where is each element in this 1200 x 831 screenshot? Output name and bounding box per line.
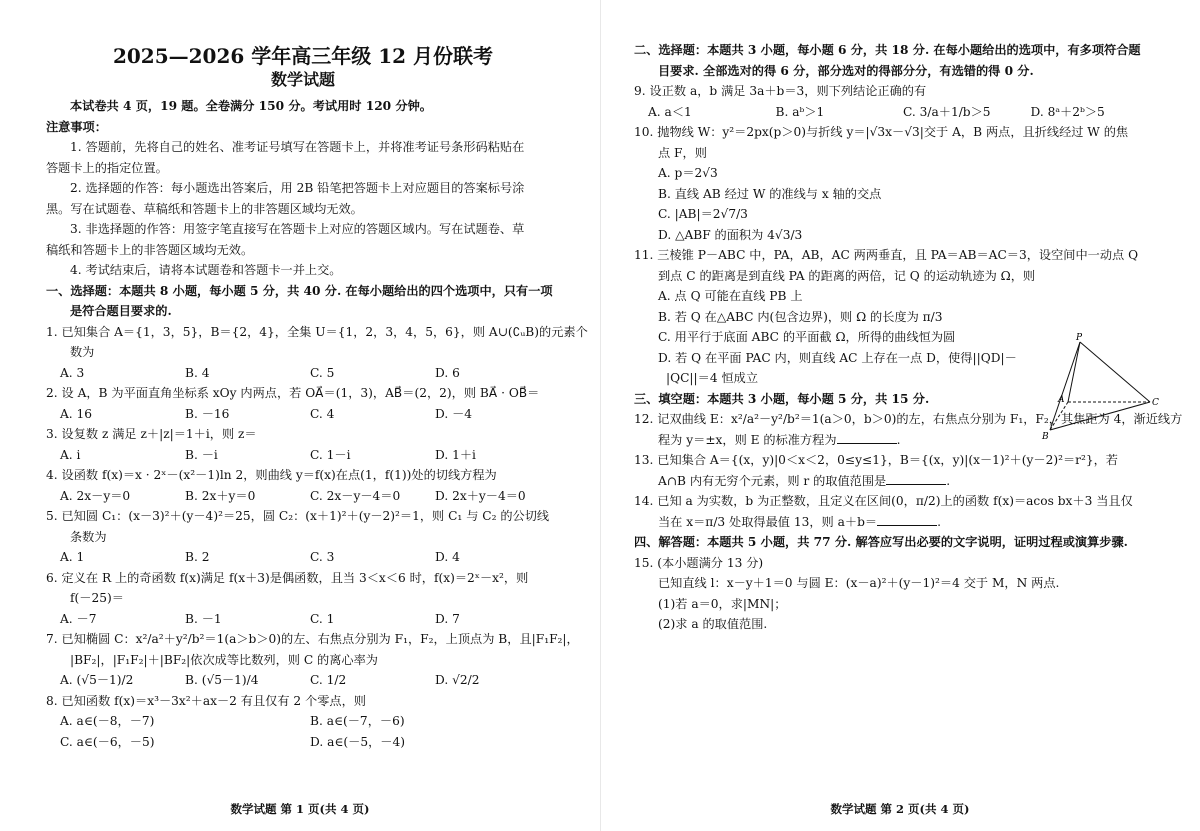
question-15-stem: 已知直线 l：x－y＋1＝0 与圆 E：(x－a)²＋(y－1)²＝4 交于 M，N 两点. (658, 576, 1060, 590)
page-1-footer: 数学试题 第 1 页(共 4 页) (230, 802, 370, 816)
notice-line: 黑。写在试题卷、草稿纸和答题卡上的非答题区域均无效。 (46, 201, 363, 216)
question-11: 11. 三棱锥 P－ABC 中，PA，AB，AC 两两垂直，且 PA＝AB＝AC＝3，设空间中一动点 Q (634, 248, 1139, 262)
question-12-cont: 程为 y＝±x，则 E 的标准方程为 . (658, 432, 901, 447)
question-10-cont: 点 F，则 (658, 145, 707, 160)
question-8-options-row-2 (46, 732, 560, 753)
option-c: C. 5 (310, 365, 335, 380)
option-a: A. 16 (60, 406, 93, 421)
question-2: 2. 设 A，B 为平面直角坐标系 xOy 内两点，若 OA⃗＝(1，3)，AB⃗＝(2，2)，则 BA⃗ · OB⃗＝ (46, 386, 540, 400)
question-12-text: 程为 y＝±x，则 E 的标准方程为 (658, 432, 837, 447)
question-15-part-2: (2)求 a 的取值范围. (658, 617, 768, 631)
question-10-option-d: D. △ABF 的面积为 4√3/3 (658, 227, 803, 242)
notice-line: 1. 答题前，先将自己的姓名、准考证号填写在答题卡上，并将准考证号条形码粘贴在 (70, 140, 525, 154)
question-6-cont: f(－25)＝ (70, 591, 124, 605)
option-a: A. 2x－y＝0 (60, 488, 131, 503)
vertex-label-a: A (1058, 395, 1065, 405)
question-7-cont: |BF₂|，|F₁F₂|＋|BF₂|依次成等比数列，则 C 的离心率为 (70, 652, 378, 667)
question-13-text: A∩B 内有无穷个元素，则 r 的取值范围是 (658, 473, 887, 488)
question-10-option-b: B. 直线 AB 经过 W 的准线与 x 轴的交点 (658, 186, 882, 201)
option-c: C. a∈(－6，－5) (60, 734, 155, 749)
option-d: D. 2x＋y－4＝0 (435, 488, 526, 503)
question-11-option-d-cont: |QC||＝4 恒成立 (666, 371, 759, 385)
question-1-options (46, 363, 560, 384)
page-2 (600, 0, 1200, 831)
question-11-option-d: D. 若 Q 在平面 PAC 内，则直线 AC 上存在一点 D，使得||QD|－ (658, 350, 1017, 365)
question-15-part-1: (1)若 a＝0，求|MN|； (658, 596, 787, 611)
exam-subtitle: 数学试题 (270, 70, 335, 89)
question-10-option-a: A. p＝2√3 (658, 166, 718, 180)
question-11-option-c: C. 用平行于底面 ABC 的平面截 Ω，所得的曲线恒为圆 (658, 330, 956, 344)
option-a: A. 3 (60, 365, 85, 380)
notice-line: 4. 考试结束后，请将本试题卷和答题卡一并上交。 (70, 263, 342, 277)
question-7: 7. 已知椭圆 C：x²/a²＋y²/b²＝1(a＞b＞0)的左、右焦点分别为 F₁，F₂，上顶点为 B，且|F₁F₂|， (46, 632, 579, 646)
pyramid-figure (1040, 332, 1160, 442)
option-a: A. (√5－1)/2 (60, 673, 134, 687)
vertex-label-c: C (1152, 398, 1159, 408)
question-2-options (46, 404, 560, 425)
option-b: B. (√5－1)/4 (185, 673, 259, 687)
question-6-options (46, 609, 560, 630)
option-a: A. i (60, 447, 81, 462)
question-10-option-c: C. |AB|＝2√7/3 (658, 207, 748, 221)
option-c: C. 1 (310, 611, 335, 626)
notice-line: 3. 非选择题的作答：用签字笔直接写在答题卡上对应的答题区域内。写在试题卷、草 (70, 222, 525, 236)
option-d: D. 8ᵃ＋2ᵇ＞5 (1030, 104, 1105, 119)
question-12: 12. 记双曲线 E：x²/a²－y²/b²＝1(a＞0，b＞0)的左，右焦点分别为 F₁，F₂，其焦距为 4，渐近线方 (634, 412, 1183, 426)
option-b: B. －1 (185, 611, 222, 626)
question-14-cont: 当在 x＝π/3 处取得最值 13，则 a＋b＝ . (658, 514, 941, 529)
section-2-heading: 二、选择题：本题共 3 小题，每小题 6 分，共 18 分. 在每小题给出的选项中，有多项符合题 (634, 43, 1141, 57)
section-1-heading-cont: 是符合题目要求的. (70, 304, 172, 318)
question-10: 10. 抛物线 W：y²＝2px(p＞0)与折线 y＝|√3x－√3|交于 A，B 两点，且折线经过 W 的焦 (634, 125, 1129, 139)
option-b: B. aᵇ＞1 (775, 104, 825, 119)
question-15-heading: 15. (本小题满分 13 分) (634, 555, 764, 570)
question-5-options (46, 547, 560, 568)
question-4-options (46, 486, 560, 507)
option-b: B. a∈(－7，－6) (310, 714, 405, 728)
notice-line: 答题卡上的指定位置。 (46, 160, 168, 175)
answer-blank (886, 472, 946, 485)
question-7-options (46, 670, 560, 691)
question-11-option-b: B. 若 Q 在△ABC 内(包含边界)，则 Ω 的长度为 π/3 (658, 309, 943, 324)
question-1-cont: 数为 (70, 345, 95, 359)
option-a: A. a＜1 (648, 104, 692, 119)
option-d: D. －4 (435, 406, 473, 421)
section-1-heading: 一、选择题：本题共 8 小题，每小题 5 分，共 40 分. 在每小题给出的四个选项中，只有一项 (46, 283, 553, 298)
question-5: 5. 已知圆 C₁：(x－3)²＋(y－4)²＝25，圆 C₂：(x＋1)²＋(y－2)²＝1，则 C₁ 与 C₂ 的公切线 (46, 509, 550, 523)
option-b: B. 2x＋y＝0 (185, 488, 256, 503)
notice-title: 注意事项： (46, 119, 107, 134)
question-11-cont: 到点 C 的距离是到直线 PA 的距离的两倍，记 Q 的运动轨迹为 Ω，则 (658, 268, 1036, 283)
option-c: C. 3 (310, 550, 335, 564)
option-c: C. 2x－y－4＝0 (310, 488, 401, 503)
question-8-options-row-1 (46, 711, 560, 732)
question-5-cont: 条数为 (70, 529, 107, 544)
question-13-cont: A∩B 内有无穷个元素，则 r 的取值范围是 . (658, 473, 951, 488)
option-d: D. 6 (435, 365, 460, 380)
notice-line: 2. 选择题的作答：每小题选出答案后，用 2B 铅笔把答题卡上对应题目的答案标号涂 (70, 181, 525, 195)
answer-blank (837, 431, 897, 444)
option-b: B. －16 (185, 406, 230, 421)
question-3: 3. 设复数 z 满足 z＋|z|＝1＋i，则 z＝ (46, 427, 257, 441)
question-9-options (634, 102, 1158, 123)
question-4: 4. 设函数 f(x)＝x · 2ˣ－(x²－1)ln 2，则曲线 y＝f(x)在点(1，f(1))处的切线方程为 (46, 468, 497, 482)
notice-line: 稿纸和答题卡上的非答题区域均无效。 (46, 242, 254, 257)
question-14-text: 当在 x＝π/3 处取得最值 13，则 a＋b＝ (658, 514, 878, 529)
option-a: A. －7 (60, 611, 97, 626)
page-2-footer: 数学试题 第 2 页(共 4 页) (830, 802, 970, 816)
vertex-label-p: P (1076, 333, 1083, 343)
option-a: A. a∈(－8，－7) (60, 714, 155, 728)
exam-title: 2025—2026 学年高三年级 12 月份联考 (112, 44, 494, 68)
option-a: A. 1 (60, 550, 85, 564)
option-d: D. 4 (435, 550, 460, 564)
question-14: 14. 已知 a 为实数，b 为正整数，且定义在区间(0，π/2)上的函数 f(x)＝acos bx＋3 当且仅 (634, 494, 1133, 508)
section-2-heading-cont: 目要求. 全部选对的得 6 分，部分选对的得部分分，有选错的得 0 分. (658, 63, 1034, 78)
vertex-label-b: B (1042, 432, 1049, 442)
option-b: B. 2 (185, 550, 210, 564)
question-3-options (46, 445, 560, 466)
exam-intro: 本试卷共 4 页，19 题。全卷满分 150 分。考试用时 120 分钟。 (70, 99, 432, 113)
question-6: 6. 定义在 R 上的奇函数 f(x)满足 f(x＋3)是偶函数，且当 3＜x＜6 时，f(x)＝2ˣ－x²，则 (46, 570, 529, 585)
option-d: D. 7 (435, 611, 460, 626)
edge-pb (1050, 342, 1080, 430)
question-8: 8. 已知函数 f(x)＝x³－3x²＋ax－2 有且仅有 2 个零点，则 (46, 693, 366, 708)
question-1: 1. 已知集合 A＝{1，3，5}，B＝{2，4}，全集 U＝{1，2，3，4，5，6}，则 A∪(∁ᵤB)的元素个 (46, 324, 588, 339)
option-c: C. 4 (310, 406, 335, 421)
answer-blank (877, 513, 937, 526)
edge-pc (1080, 342, 1150, 402)
option-b: B. 4 (185, 365, 210, 380)
option-c: C. 3/a＋1/b＞5 (903, 104, 991, 119)
option-d: D. a∈(－5，－4) (310, 734, 405, 749)
question-11-option-a: A. 点 Q 可能在直线 PB 上 (658, 289, 803, 303)
section-4-heading: 四、解答题：本题共 5 小题，共 77 分. 解答应写出必要的文字说明，证明过程或演算步骤. (634, 535, 1128, 549)
option-d: D. 1＋i (435, 447, 476, 462)
option-c: C. 1－i (310, 447, 351, 462)
question-9: 9. 设正数 a，b 满足 3a＋b＝3，则下列结论正确的有 (634, 84, 927, 98)
option-d: D. √2/2 (435, 673, 480, 687)
question-13: 13. 已知集合 A＝{(x，y)|0＜x＜2，0≤y≤1}，B＝{(x，y)|(x－1)²＋(y－2)²＝r²}，若 (634, 453, 1118, 467)
option-c: C. 1/2 (310, 673, 347, 687)
section-3-heading: 三、填空题：本题共 3 小题，每小题 5 分，共 15 分. (634, 391, 930, 406)
option-b: B. －i (185, 447, 218, 462)
